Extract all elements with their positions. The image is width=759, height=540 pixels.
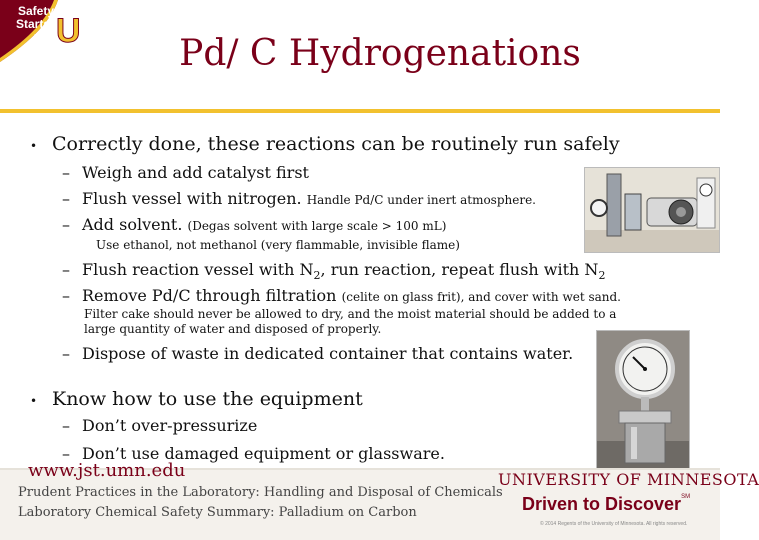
dash-marker: –: [62, 163, 70, 182]
sub-item-flush: [62, 188, 536, 211]
university-wordmark: UNIVERSITY OF MINNESOTA: [498, 470, 759, 489]
bullet-marker: •: [30, 139, 38, 153]
sub-item-text-2: , run reaction, repeat flush with N: [320, 260, 599, 279]
title-divider: [0, 109, 720, 113]
sub-item-dispose: [62, 343, 573, 365]
reference-2: Laboratory Chemical Safety Summary: Palladium on Carbon: [18, 505, 417, 520]
sub-item-text: Dispose of waste in dedicated container that contains water.: [82, 344, 574, 363]
tagline-text: Driven to Discover: [522, 494, 682, 514]
solvent-note-2: Use ethanol, not methanol (very flammable, invisible flame): [96, 238, 460, 252]
sub-item-solvent: [62, 214, 446, 237]
sub-item-flush-reaction: [62, 259, 605, 287]
sub-item-note: (Degas solvent with large scale > 100 mL): [187, 219, 447, 233]
dash-marker: –: [62, 189, 70, 208]
bullet-2: [30, 387, 363, 413]
bullet-2-text: Know how to use the equipment: [52, 388, 363, 410]
filter-note-2: large quantity of water and disposed of properly.: [84, 322, 382, 336]
logo-line1: Safety: [17, 4, 54, 18]
hydrogenation-apparatus-photo: [584, 167, 720, 253]
subscript: 2: [313, 269, 321, 283]
dash-marker: –: [62, 215, 70, 234]
pressure-vessel-photo: [596, 330, 690, 474]
dash-marker: –: [62, 286, 70, 305]
dash-marker: –: [62, 416, 70, 435]
sub-item-weigh: [62, 162, 309, 184]
bullet-marker: •: [30, 394, 38, 408]
sub-item-text: Add solvent.: [82, 215, 183, 234]
dash-marker: –: [62, 260, 70, 279]
slide-title: Pd/ C Hydrogenations: [179, 33, 581, 74]
tagline: [522, 494, 690, 515]
copyright-text: © 2014 Regents of the University of Minnesota. All rights reserved.: [540, 521, 688, 527]
website-link[interactable]: www.jst.umn.edu: [28, 460, 186, 481]
dash-marker: –: [62, 344, 70, 363]
bullet-1: [30, 132, 620, 158]
service-mark: SM: [681, 494, 691, 500]
sub-item-pressure: [62, 415, 257, 437]
subscript: 2: [598, 269, 606, 283]
logo-line2: Starts: [15, 17, 50, 31]
sub-item-text: Don’t over-pressurize: [82, 416, 258, 435]
reference-1: Prudent Practices in the Laboratory: Handling and Disposal of Chemicals: [18, 485, 503, 500]
dash-marker: –: [62, 444, 70, 463]
sub-item-text: Remove Pd/C through filtration: [82, 286, 337, 305]
sub-item-note: Handle Pd/C under inert atmosphere.: [306, 193, 536, 207]
logo-line3: with: [34, 31, 54, 43]
filter-note-1: Filter cake should never be allowed to dry, and the moist material should be added to a: [84, 307, 617, 321]
sub-item-text: Flush reaction vessel with N: [82, 260, 314, 279]
sub-item-text: Flush vessel with nitrogen.: [82, 189, 302, 208]
bullet-1-text: Correctly done, these reactions can be routinely run safely: [52, 133, 620, 155]
sub-item-text: Don’t use damaged equipment or glassware.: [82, 444, 445, 463]
sub-item-remove: [62, 285, 621, 308]
logo-u: U: [56, 12, 81, 50]
sub-item-note: (celite on glass frit), and cover with wet sand.: [341, 290, 621, 304]
safety-starts-with-u-logo: [0, 0, 84, 62]
sub-item-text: Weigh and add catalyst first: [82, 163, 309, 182]
